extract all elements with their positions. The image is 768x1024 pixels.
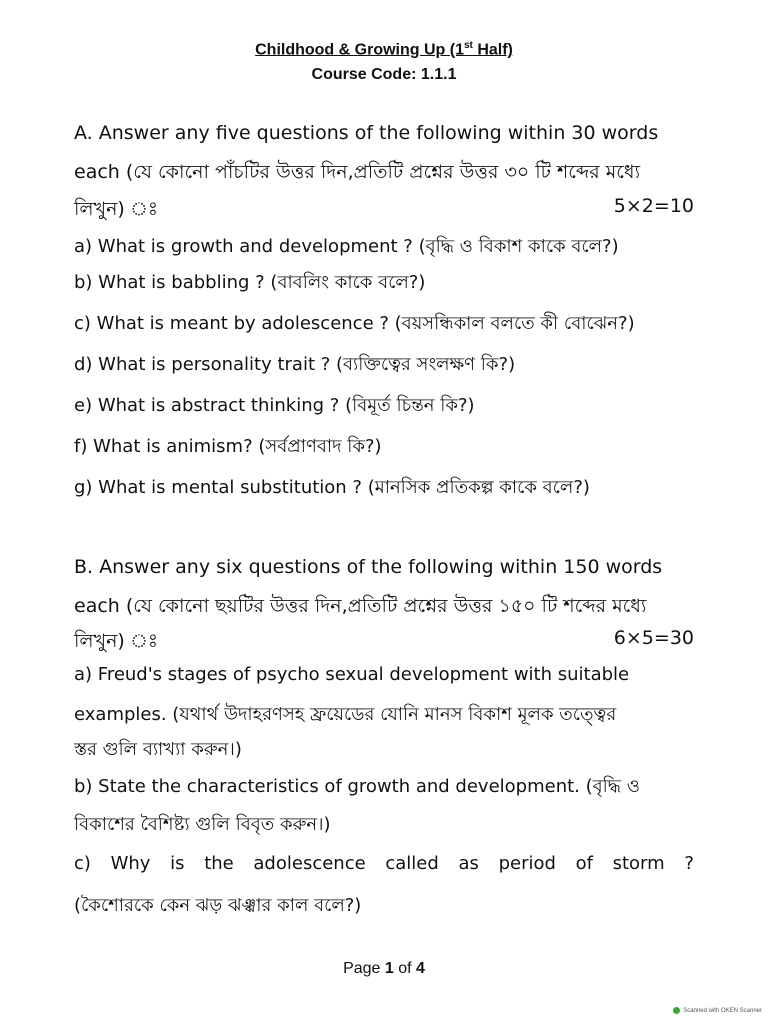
word: storm <box>612 853 665 874</box>
scanner-logo-icon <box>673 1007 680 1014</box>
question-b-a-line3: স্তর গুলি ব্যাখ্যা করুন।) <box>74 739 242 760</box>
question-a-d: d) What is personality trait ? (ব্যক্তিত্বের সংলক্ষণ কি?) <box>74 354 516 375</box>
word: ? <box>684 853 694 874</box>
word: adolescence <box>253 853 366 874</box>
word: c) <box>74 853 91 874</box>
section-b-instruction-bengali: each (যে কোনো ছয়টির উত্তর দিন,প্রতিটি প্রশ্নের উত্তর ১৫০ টি শব্দের মধ্যে <box>74 595 647 617</box>
word: as <box>458 853 479 874</box>
paper-title: Childhood & Growing Up (1st Half) <box>255 40 513 59</box>
question-b-b-line1: b) State the characteristics of growth and development. (বৃদ্ধি ও <box>74 776 640 797</box>
question-b-c-line1 <box>74 853 694 874</box>
question-b-a-line2: examples. (যথার্থ উদাহরণসহ ফ্রয়েডের যোনি মানস বিকাশ মূলক তত্ত্বের <box>74 704 617 725</box>
section-a-instruction-end: লিখুন) ঃ 5×2=10 <box>74 195 694 220</box>
course-code: Course Code: 1.1.1 <box>311 66 457 83</box>
word: the <box>204 853 234 874</box>
question-b-c-line2: (কৈশোরকে কেন ঝড় ঝঞ্ঝার কাল বলে?) <box>74 895 362 916</box>
word: is <box>170 853 185 874</box>
question-b-a-line1: a) Freud's stages of psycho sexual development with suitable <box>74 664 630 685</box>
question-a-f: f) What is animism? (সর্বপ্রাণবাদ কি?) <box>74 436 382 457</box>
word: Why <box>110 853 151 874</box>
word: period <box>498 853 556 874</box>
section-a-instruction-bengali: each (যে কোনো পাঁচটির উত্তর দিন,প্রতিটি প্রশ্নের উত্তর ৩০ টি শব্দের মধ্যে <box>74 161 641 183</box>
question-b-b-line2: বিকাশের বৈশিষ্ট্য গুলি বিবৃত করুন।) <box>74 814 331 835</box>
scanner-watermark: Scanned with OKEN Scanner <box>673 1007 762 1014</box>
section-b-instruction: B. Answer any six questions of the following within 150 words <box>74 556 663 578</box>
word: of <box>575 853 593 874</box>
question-a-a: a) What is growth and development ? (বৃদ্ধি ও বিকাশ কাকে বলে?) <box>74 236 619 257</box>
section-a-marks: 5×2=10 <box>613 195 694 217</box>
question-a-e: e) What is abstract thinking ? (বিমূর্ত চিন্তন কি?) <box>74 395 475 416</box>
section-b-marks: 6×5=30 <box>613 627 694 649</box>
page-number: Page 1 of 4 <box>343 960 425 977</box>
word: called <box>385 853 439 874</box>
section-b-instruction-end: লিখুন) ঃ 6×5=30 <box>74 627 694 652</box>
question-a-g: g) What is mental substitution ? (মানসিক প্রতিকল্প কাকে বলে?) <box>74 477 590 498</box>
question-a-b: b) What is babbling ? (বাবলিং কাকে বলে?) <box>74 272 426 293</box>
question-a-c: c) What is meant by adolescence ? (বয়সন্ধিকাল বলতে কী বোঝেন?) <box>74 313 635 334</box>
section-a-instruction: A. Answer any five questions of the following within 30 words <box>74 122 659 144</box>
